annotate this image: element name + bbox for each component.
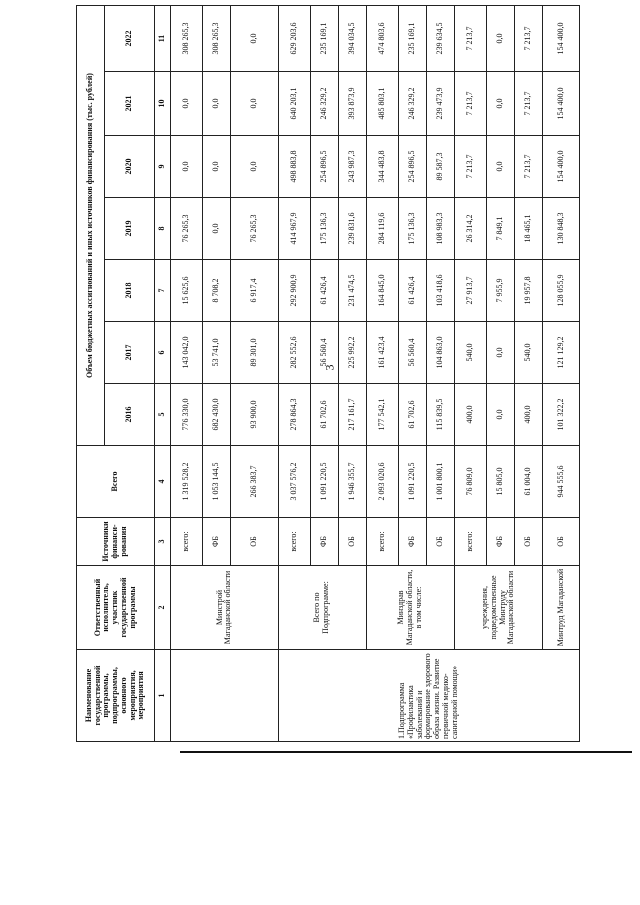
row-source: ОБ (543, 518, 580, 566)
row-name: 1.Подпрограмма «Профилактика заболеваний и формирование здорового образа жизни. Развитие первичной медико-санитарной помощи» (278, 650, 579, 742)
row-value: 0,0 (487, 5, 515, 71)
row-source: всего: (366, 518, 398, 566)
header-year: 2018 (105, 260, 155, 322)
row-value: 239 634,5 (427, 5, 455, 71)
table-row (171, 5, 203, 741)
row-source: ОБ (427, 518, 455, 566)
row-value: 0,0 (171, 72, 203, 136)
row-source: всего: (455, 518, 487, 566)
row-value: 61 426,4 (310, 260, 338, 322)
row-value: 143 042,0 (171, 322, 203, 384)
row-value: 0,0 (487, 136, 515, 198)
row-value: 235 169,1 (399, 5, 427, 71)
row-value: 284 119,6 (366, 198, 398, 260)
row-value: 682 430,0 (203, 384, 231, 446)
row-value: 175 136,3 (399, 198, 427, 260)
row-value: 0,0 (487, 322, 515, 384)
row-value: 56 560,4 (310, 322, 338, 384)
row-value: 225 992,2 (338, 322, 366, 384)
row-value: 292 900,9 (278, 260, 310, 322)
row-value: 308 265,3 (203, 5, 231, 71)
row-value: 400,0 (515, 384, 543, 446)
table-row (278, 5, 310, 741)
row-source: ОБ (515, 518, 543, 566)
row-value: 108 983,3 (427, 198, 455, 260)
table-row (366, 5, 398, 741)
row-source: ОБ (338, 518, 366, 566)
row-value: 161 423,4 (366, 322, 398, 384)
row-total: 61 004,0 (515, 446, 543, 518)
row-total: 76 809,0 (455, 446, 487, 518)
row-value: 393 873,9 (338, 72, 366, 136)
row-total: 1 091 220,5 (399, 446, 427, 518)
column-number: 10 (155, 72, 171, 136)
row-value: 246 329,2 (310, 72, 338, 136)
row-value: 7 213,7 (515, 136, 543, 198)
header-year: 2020 (105, 136, 155, 198)
row-value: 282 552,6 (278, 322, 310, 384)
table-row (455, 5, 487, 741)
row-value: 308 265,3 (171, 5, 203, 71)
row-executor: Минтруд Магаданской (543, 566, 580, 650)
row-value: 175 136,3 (310, 198, 338, 260)
row-value: 93 900,0 (231, 384, 278, 446)
row-total: 15 805,0 (487, 446, 515, 518)
row-source: ФБ (487, 518, 515, 566)
row-value: 235 169,1 (310, 5, 338, 71)
row-value: 231 474,5 (338, 260, 366, 322)
row-value: 8 708,2 (203, 260, 231, 322)
row-source: ФБ (203, 518, 231, 566)
budget-table (76, 5, 580, 742)
row-value: 154 400,0 (543, 136, 580, 198)
row-value: 27 913,7 (455, 260, 487, 322)
row-value: 498 883,8 (278, 136, 310, 198)
row-executor: Минздрав Магаданской области, в том числе: (366, 566, 454, 650)
row-value: 121 129,2 (543, 322, 580, 384)
column-number: 8 (155, 198, 171, 260)
row-value: 61 702,6 (310, 384, 338, 446)
row-value: 344 483,8 (366, 136, 398, 198)
column-number: 7 (155, 260, 171, 322)
budget-table-rotated (76, 6, 580, 742)
row-source: ФБ (310, 518, 338, 566)
header-year: 2017 (105, 322, 155, 384)
column-number: 11 (155, 5, 171, 71)
row-value: 154 400,0 (543, 5, 580, 71)
row-value: 18 465,1 (515, 198, 543, 260)
row-value: 246 329,2 (399, 72, 427, 136)
row-value: 278 864,3 (278, 384, 310, 446)
row-source: всего: (278, 518, 310, 566)
row-value: 104 863,0 (427, 322, 455, 384)
column-number: 4 (155, 446, 171, 518)
row-value: 0,0 (231, 72, 278, 136)
row-value: 0,0 (487, 72, 515, 136)
header-source: Источники финанси-рования (77, 518, 155, 566)
row-value: 26 314,2 (455, 198, 487, 260)
header-year: 2022 (105, 5, 155, 71)
column-number: 1 (155, 650, 171, 742)
row-value: 164 845,0 (366, 260, 398, 322)
column-number: 6 (155, 322, 171, 384)
header-year: 2021 (105, 72, 155, 136)
row-value: 0,0 (231, 136, 278, 198)
row-value: 89 587,3 (427, 136, 455, 198)
row-value: 7 213,7 (455, 136, 487, 198)
row-value: 61 426,4 (399, 260, 427, 322)
header-name: Наименование государственной программы, подпрограммы, основного мероприятия, мероприятия (77, 650, 155, 742)
row-total: 1 001 800,1 (427, 446, 455, 518)
row-value: 7 213,7 (515, 5, 543, 71)
row-value: 640 203,1 (278, 72, 310, 136)
row-total: 944 555,6 (543, 446, 580, 518)
row-value: 76 265,3 (231, 198, 278, 260)
row-value: 0,0 (487, 384, 515, 446)
row-value: 540,0 (515, 322, 543, 384)
row-value: 115 839,5 (427, 384, 455, 446)
row-total: 1 091 220,5 (310, 446, 338, 518)
row-value: 56 560,4 (399, 322, 427, 384)
row-total: 1 946 355,7 (338, 446, 366, 518)
row-value: 128 055,9 (543, 260, 580, 322)
row-value: 103 418,6 (427, 260, 455, 322)
row-value: 7 213,7 (455, 5, 487, 71)
divider-line (180, 751, 632, 753)
row-value: 19 957,8 (515, 260, 543, 322)
column-number: 2 (155, 566, 171, 650)
row-value: 217 161,7 (338, 384, 366, 446)
row-value: 15 625,6 (171, 260, 203, 322)
row-source: ОБ (231, 518, 278, 566)
row-value: 0,0 (171, 136, 203, 198)
row-value: 243 987,3 (338, 136, 366, 198)
row-value: 101 322,2 (543, 384, 580, 446)
row-value: 254 896,5 (310, 136, 338, 198)
row-value: 0,0 (203, 198, 231, 260)
row-source: ФБ (399, 518, 427, 566)
row-value: 53 741,0 (203, 322, 231, 384)
row-value: 7 955,9 (487, 260, 515, 322)
row-value: 254 896,5 (399, 136, 427, 198)
row-source: всего: (171, 518, 203, 566)
row-value: 414 967,9 (278, 198, 310, 260)
row-value: 239 831,6 (338, 198, 366, 260)
row-value: 0,0 (203, 72, 231, 136)
row-value: 474 803,6 (366, 5, 398, 71)
row-value: 76 265,3 (171, 198, 203, 260)
row-total: 266 383,7 (231, 446, 278, 518)
header-year: 2019 (105, 198, 155, 260)
row-value: 0,0 (203, 136, 231, 198)
row-value: 540,0 (455, 322, 487, 384)
row-value: 485 803,1 (366, 72, 398, 136)
row-value: 7 849,1 (487, 198, 515, 260)
row-value: 239 473,9 (427, 72, 455, 136)
row-total: 1 319 528,2 (171, 446, 203, 518)
page-number: 3 (322, 364, 337, 371)
header-volume: Объем бюджетных ассигнований и иных источников финансирования (тыс. рублей) (77, 5, 105, 445)
row-value: 7 213,7 (515, 72, 543, 136)
header-year: 2016 (105, 384, 155, 446)
column-number: 5 (155, 384, 171, 446)
header-total: Всего (77, 446, 155, 518)
row-value: 400,0 (455, 384, 487, 446)
row-value: 0,0 (231, 5, 278, 71)
row-executor: Минстрой Магаданской области (171, 566, 279, 650)
row-value: 154 400,0 (543, 72, 580, 136)
row-value: 61 702,6 (399, 384, 427, 446)
row-executor: учреждения, подведомственные Минтруду Магаданской области (455, 566, 543, 650)
column-number: 3 (155, 518, 171, 566)
row-value: 7 213,7 (455, 72, 487, 136)
header-executor: Ответственный исполнитель, участник государственной программы (77, 566, 155, 650)
row-value: 177 542,1 (366, 384, 398, 446)
row-total: 1 053 144,5 (203, 446, 231, 518)
row-value: 394 034,5 (338, 5, 366, 71)
table-row (543, 5, 580, 741)
column-number: 9 (155, 136, 171, 198)
row-total: 3 037 576,2 (278, 446, 310, 518)
row-value: 89 301,0 (231, 322, 278, 384)
row-value: 629 203,6 (278, 5, 310, 71)
row-name (171, 650, 279, 742)
row-value: 6 917,4 (231, 260, 278, 322)
row-value: 130 848,3 (543, 198, 580, 260)
row-total: 2 093 020,6 (366, 446, 398, 518)
row-executor: Всего по Подпрограмме: (278, 566, 366, 650)
row-value: 776 330,0 (171, 384, 203, 446)
